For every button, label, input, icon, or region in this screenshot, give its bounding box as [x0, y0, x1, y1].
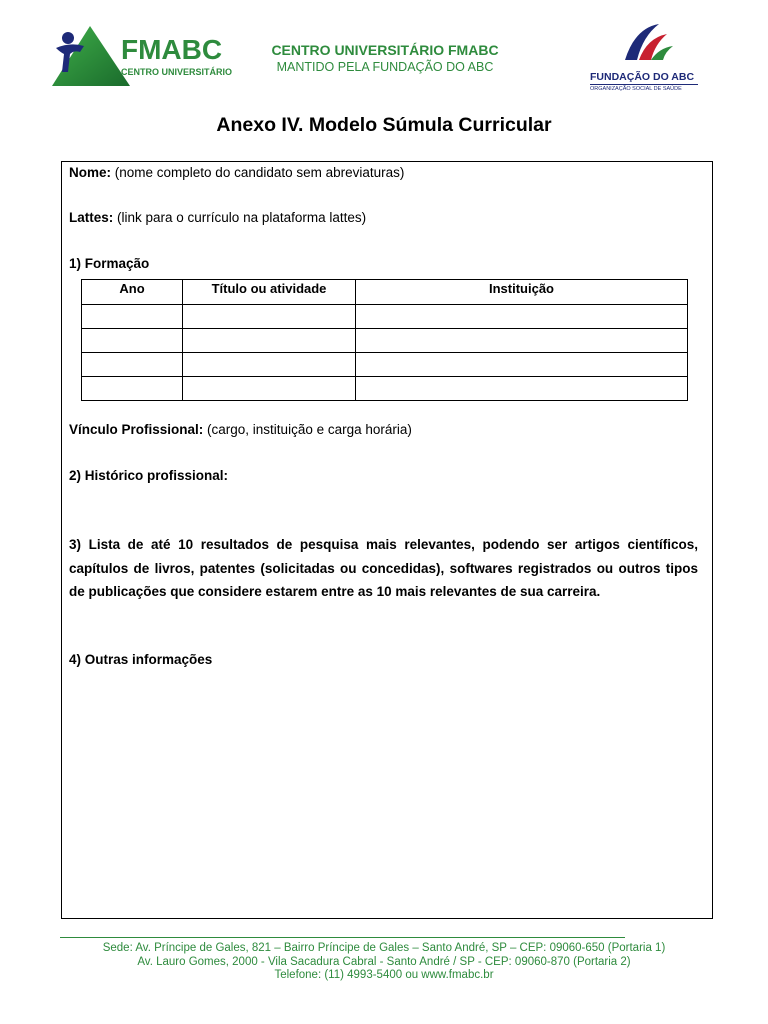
table-header-row — [82, 280, 688, 305]
table-cell[interactable] — [183, 305, 356, 329]
table-row — [82, 329, 688, 353]
table-row — [82, 353, 688, 377]
footer-address-1: Sede: Av. Príncipe de Gales, 821 – Bairro Príncipe de Gales – Santo André, SP – CEP: 09060-650 (Portaria 1) — [102, 942, 666, 954]
nome-hint: (nome completo do candidato sem abreviaturas) — [111, 165, 405, 180]
logo-left-subtitle: CENTRO UNIVERSITÁRIO — [121, 67, 233, 77]
logo-right-wordmark: FUNDAÇÃO DO ABC — [590, 71, 695, 83]
footer-address-2: Av. Lauro Gomes, 2000 - Vila Sacadura Cabral - Santo André / SP - CEP: 09060-870 (Portaria 2) — [137, 955, 631, 968]
vinculo-label: Vínculo Profissional: — [69, 422, 204, 437]
logo-left-wordmark: FMABC — [121, 34, 223, 65]
lattes-hint: (link para o currículo na plataforma lattes) — [113, 210, 367, 225]
fundacao-abc-logo — [585, 20, 705, 95]
footer-contact: Telefone: (11) 4993-5400 ou www.fmabc.br — [274, 969, 494, 981]
nome-label: Nome: — [69, 165, 112, 180]
logo-right-subtitle: ORGANIZAÇÃO SOCIAL DE SAÚDE — [590, 86, 682, 92]
table-cell[interactable] — [183, 329, 356, 353]
fundacao-abc-emblem-icon — [615, 20, 675, 70]
table-cell[interactable] — [82, 377, 183, 401]
table-cell[interactable] — [82, 329, 183, 353]
table-cell[interactable] — [183, 353, 356, 377]
formacao-heading-text: 1) Formação — [69, 256, 150, 271]
vinculo-line — [69, 421, 412, 438]
table-cell[interactable] — [356, 377, 688, 401]
vinculo-hint: (cargo, instituição e carga horária) — [203, 422, 412, 437]
column-header-ano: Ano — [82, 280, 183, 305]
institution-maintainer: MANTIDO PELA FUNDAÇÃO DO ABC — [276, 60, 494, 74]
lista-paragraph: 3) Lista de até 10 resultados de pesquisa mais relevantes, podendo ser artigos científicos, capítulos de livros, patentes (solicitadas ou concedidas), softwares registrados ou outros tipos de publicações que considere estarem entre as 10 mais relevantes de sua carreira. — [69, 537, 698, 599]
table-cell[interactable] — [356, 353, 688, 377]
institution-header — [240, 42, 530, 74]
formacao-heading — [69, 255, 149, 272]
table-row — [82, 377, 688, 401]
formacao-table — [81, 279, 688, 401]
lattes-line — [69, 209, 366, 226]
table-cell[interactable] — [82, 353, 183, 377]
table-row — [82, 305, 688, 329]
institution-name: CENTRO UNIVERSITÁRIO FMABC — [271, 42, 499, 58]
column-header-titulo: Título ou atividade — [183, 280, 356, 305]
nome-line — [69, 164, 404, 181]
footer — [0, 942, 768, 983]
logo-right-divider — [590, 84, 698, 85]
lattes-label: Lattes: — [69, 210, 114, 225]
document-title: Anexo IV. Modelo Súmula Curricular — [216, 114, 552, 136]
outras-heading-text: 4) Outras informações — [69, 652, 213, 667]
table-cell[interactable] — [356, 329, 688, 353]
table-cell[interactable] — [356, 305, 688, 329]
fmabc-logo — [52, 24, 242, 90]
fmabc-triangle-icon — [52, 24, 132, 90]
table-cell[interactable] — [82, 305, 183, 329]
column-header-instituicao: Instituição — [356, 280, 688, 305]
historico-heading-text: 2) Histórico profissional: — [69, 468, 229, 483]
historico-heading — [69, 467, 228, 484]
table-cell[interactable] — [183, 377, 356, 401]
footer-divider — [60, 937, 625, 938]
outras-heading — [69, 651, 212, 668]
